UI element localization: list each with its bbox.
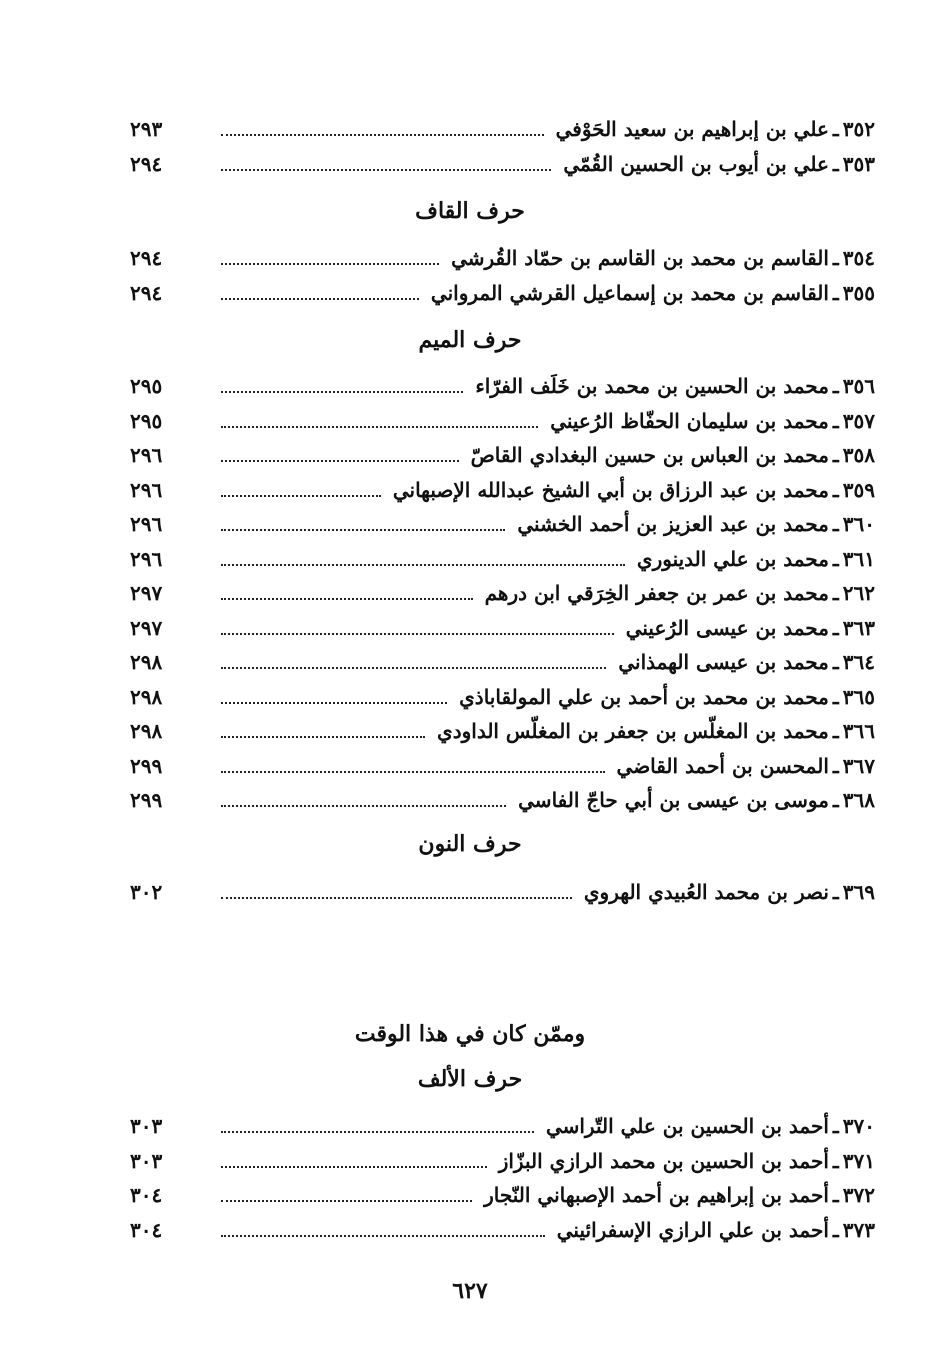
entry-page: ٣٠٤ [130, 1217, 163, 1242]
entry-dash: ـ [832, 684, 839, 709]
index-entry [130, 404, 875, 439]
index-entry [130, 438, 875, 473]
entry-dash: ـ [832, 880, 839, 905]
entry-page: ٢٩٥ [130, 408, 163, 433]
leader-dots [221, 460, 459, 462]
entry-list [130, 875, 875, 910]
entry-page: ٢٩٤ [130, 280, 163, 305]
entry-dash: ـ [832, 151, 839, 176]
entry-dash: ـ [832, 719, 839, 744]
entry-dash: ـ [832, 1114, 839, 1139]
entry-page: ٢٩٦ [130, 477, 163, 502]
entry-number: ٣٧٠ [842, 1114, 875, 1139]
index-entry [130, 473, 875, 508]
leader-dots [221, 426, 538, 428]
entry-name: المحسن بن أحمد القاضي [616, 753, 829, 778]
entry-list [130, 1109, 875, 1247]
index-entry [130, 783, 875, 818]
entry-name: علي بن أيوب بن الحسين القُمّي [563, 151, 829, 176]
entry-number: ٣٥٦ [842, 374, 875, 399]
entry-number: ٣٥٢ [842, 117, 875, 142]
index-entry [130, 645, 875, 680]
entry-dash: ـ [832, 1183, 839, 1208]
entry-page: ٢٩٩ [130, 788, 163, 813]
entry-dash: ـ [832, 408, 839, 433]
entry-number: ٣٦٨ [842, 788, 875, 813]
leader-dots [221, 169, 551, 171]
entry-name: محمد بن عيسى الهمذاني [618, 650, 829, 675]
leader-dots [221, 134, 544, 136]
entry-name: محمد بن عمر بن جعفر الخِرَقي ابن درهم [484, 581, 829, 606]
index-entry [130, 1144, 875, 1179]
entry-number: ٢٦٢ [842, 581, 875, 606]
entry-dash: ـ [832, 477, 839, 502]
entry-page: ٣٠٢ [130, 880, 163, 905]
entry-number: ٣٧٢ [842, 1183, 875, 1208]
section-heading: حرف النون [418, 831, 522, 857]
entry-list [130, 241, 875, 310]
entry-dash: ـ [832, 650, 839, 675]
entry-list [130, 112, 875, 181]
entry-number: ٣٧١ [842, 1148, 875, 1173]
entry-name: محمد بن العباس بن حسين البغدادي القاصّ [470, 443, 829, 468]
page-number: ٦٢٧ [452, 1278, 488, 1304]
entry-number: ٣٥٧ [842, 408, 875, 433]
entry-dash: ـ [832, 581, 839, 606]
entry-page: ٣٠٣ [130, 1148, 163, 1173]
section-heading: حرف القاف [415, 198, 525, 224]
entry-number: ٣٦٩ [842, 880, 875, 905]
entry-page: ٢٩٧ [130, 615, 163, 640]
leader-dots [221, 391, 463, 393]
entry-page: ٢٩٥ [130, 374, 163, 399]
index-entry [130, 680, 875, 715]
entry-name: محمد بن علي الدينوري [636, 546, 829, 571]
entry-name: أحمد بن علي الرازي الإسفرائيني [556, 1217, 829, 1242]
entry-dash: ـ [832, 546, 839, 571]
section-subheading: حرف الألف [417, 1066, 523, 1092]
entry-dash: ـ [832, 280, 839, 305]
index-entry [130, 542, 875, 577]
entry-name: موسى بن عيسى بن أبي حاجّ الفاسي [518, 788, 829, 813]
entry-number: ٣٦٥ [842, 684, 875, 709]
entry-number: ٣٥٣ [842, 151, 875, 176]
entry-page: ٢٩٨ [130, 719, 163, 744]
leader-dots [221, 771, 605, 773]
index-entry [130, 611, 875, 646]
leader-dots [221, 702, 447, 704]
index-entry [130, 1178, 875, 1213]
entry-dash: ـ [832, 1148, 839, 1173]
section-heading: حرف الميم [418, 327, 522, 353]
entry-name: القاسم بن محمد بن القاسم بن حمّاد القُرشي [451, 246, 829, 271]
entry-number: ٣٦١ [842, 546, 875, 571]
entry-number: ٣٥٩ [842, 477, 875, 502]
entry-name: أحمد بن الحسين بن علي التّراسي [545, 1114, 829, 1139]
index-entry [130, 112, 875, 147]
entry-name: محمد بن محمد بن أحمد بن علي المولقاباذي [459, 684, 829, 709]
entry-page: ٢٩٩ [130, 753, 163, 778]
leader-dots [221, 298, 419, 300]
leader-dots [221, 598, 473, 600]
index-entry [130, 507, 875, 542]
section-heading: وممّن كان في هذا الوقت [354, 1021, 586, 1047]
entry-dash: ـ [832, 753, 839, 778]
leader-dots [221, 1200, 472, 1202]
entry-name: محمد بن الحسين بن محمد بن خَلَف الفرّاء [475, 374, 829, 399]
entry-name: أحمد بن الحسين بن محمد الرازي البزّاز [498, 1148, 829, 1173]
entry-name: علي بن إبراهيم بن سعيد الحَوْفي [555, 117, 829, 142]
entry-number: ٣٦٦ [842, 719, 875, 744]
entry-name: محمد بن عبد الرزاق بن أبي الشيخ عبدالله الإصبهاني [392, 477, 829, 502]
entry-number: ٣٦٠ [842, 512, 875, 537]
entry-number: ٣٦٣ [842, 615, 875, 640]
entry-number: ٣٦٧ [842, 753, 875, 778]
index-entry [130, 276, 875, 311]
entry-dash: ـ [832, 615, 839, 640]
entry-name: نصر بن محمد العُبيدي الهروي [583, 880, 829, 905]
entry-number: ٣٥٥ [842, 280, 875, 305]
leader-dots [221, 1235, 545, 1237]
entry-page: ٢٩٦ [130, 443, 163, 468]
entry-name: القاسم بن محمد بن إسماعيل القرشي المرواني [430, 280, 829, 305]
entry-number: ٣٧٣ [842, 1217, 875, 1242]
entry-dash: ـ [832, 117, 839, 142]
leader-dots [221, 633, 614, 635]
entry-page: ٣٠٣ [130, 1114, 163, 1139]
index-entry [130, 147, 875, 182]
leader-dots [221, 736, 425, 738]
leader-dots [221, 564, 625, 566]
entry-page: ٢٩٣ [130, 117, 163, 142]
leader-dots [221, 805, 506, 807]
entry-dash: ـ [832, 788, 839, 813]
entry-page: ٢٩٨ [130, 650, 163, 675]
leader-dots [221, 1131, 534, 1133]
entry-name: محمد بن سليمان الحفّاظ الرُعيني [550, 408, 829, 433]
entry-list [130, 369, 875, 818]
entry-number: ٣٥٨ [842, 443, 875, 468]
entry-dash: ـ [832, 443, 839, 468]
index-entry [130, 576, 875, 611]
leader-dots [221, 897, 572, 899]
entry-page: ٢٩٤ [130, 246, 163, 271]
entry-name: محمد بن المغلّس بن جعفر بن المغلّس الداودي [437, 719, 829, 744]
leader-dots [221, 263, 439, 265]
entry-dash: ـ [832, 1217, 839, 1242]
index-entry [130, 875, 875, 910]
entry-dash: ـ [832, 246, 839, 271]
leader-dots [221, 495, 381, 497]
entry-number: ٣٥٤ [842, 246, 875, 271]
entry-name: محمد بن عيسى الرُعيني [625, 615, 829, 640]
index-entry [130, 1109, 875, 1144]
index-entry [130, 369, 875, 404]
leader-dots [221, 529, 505, 531]
leader-dots [221, 667, 606, 669]
entry-page: ٢٩٧ [130, 581, 163, 606]
entry-page: ٢٩٦ [130, 546, 163, 571]
entry-dash: ـ [832, 374, 839, 399]
entry-page: ٢٩٤ [130, 151, 163, 176]
entry-page: ٢٩٦ [130, 512, 163, 537]
entry-page: ٢٩٨ [130, 684, 163, 709]
entry-dash: ـ [832, 512, 839, 537]
index-entry [130, 714, 875, 749]
entry-number: ٣٦٤ [842, 650, 875, 675]
entry-name: أحمد بن إبراهيم بن أحمد الإصبهاني النّجار [484, 1183, 829, 1208]
index-entry [130, 241, 875, 276]
entry-page: ٣٠٤ [130, 1183, 163, 1208]
leader-dots [221, 1166, 487, 1168]
entry-name: محمد بن عبد العزيز بن أحمد الخشني [517, 512, 829, 537]
index-entry [130, 749, 875, 784]
index-entry [130, 1213, 875, 1248]
